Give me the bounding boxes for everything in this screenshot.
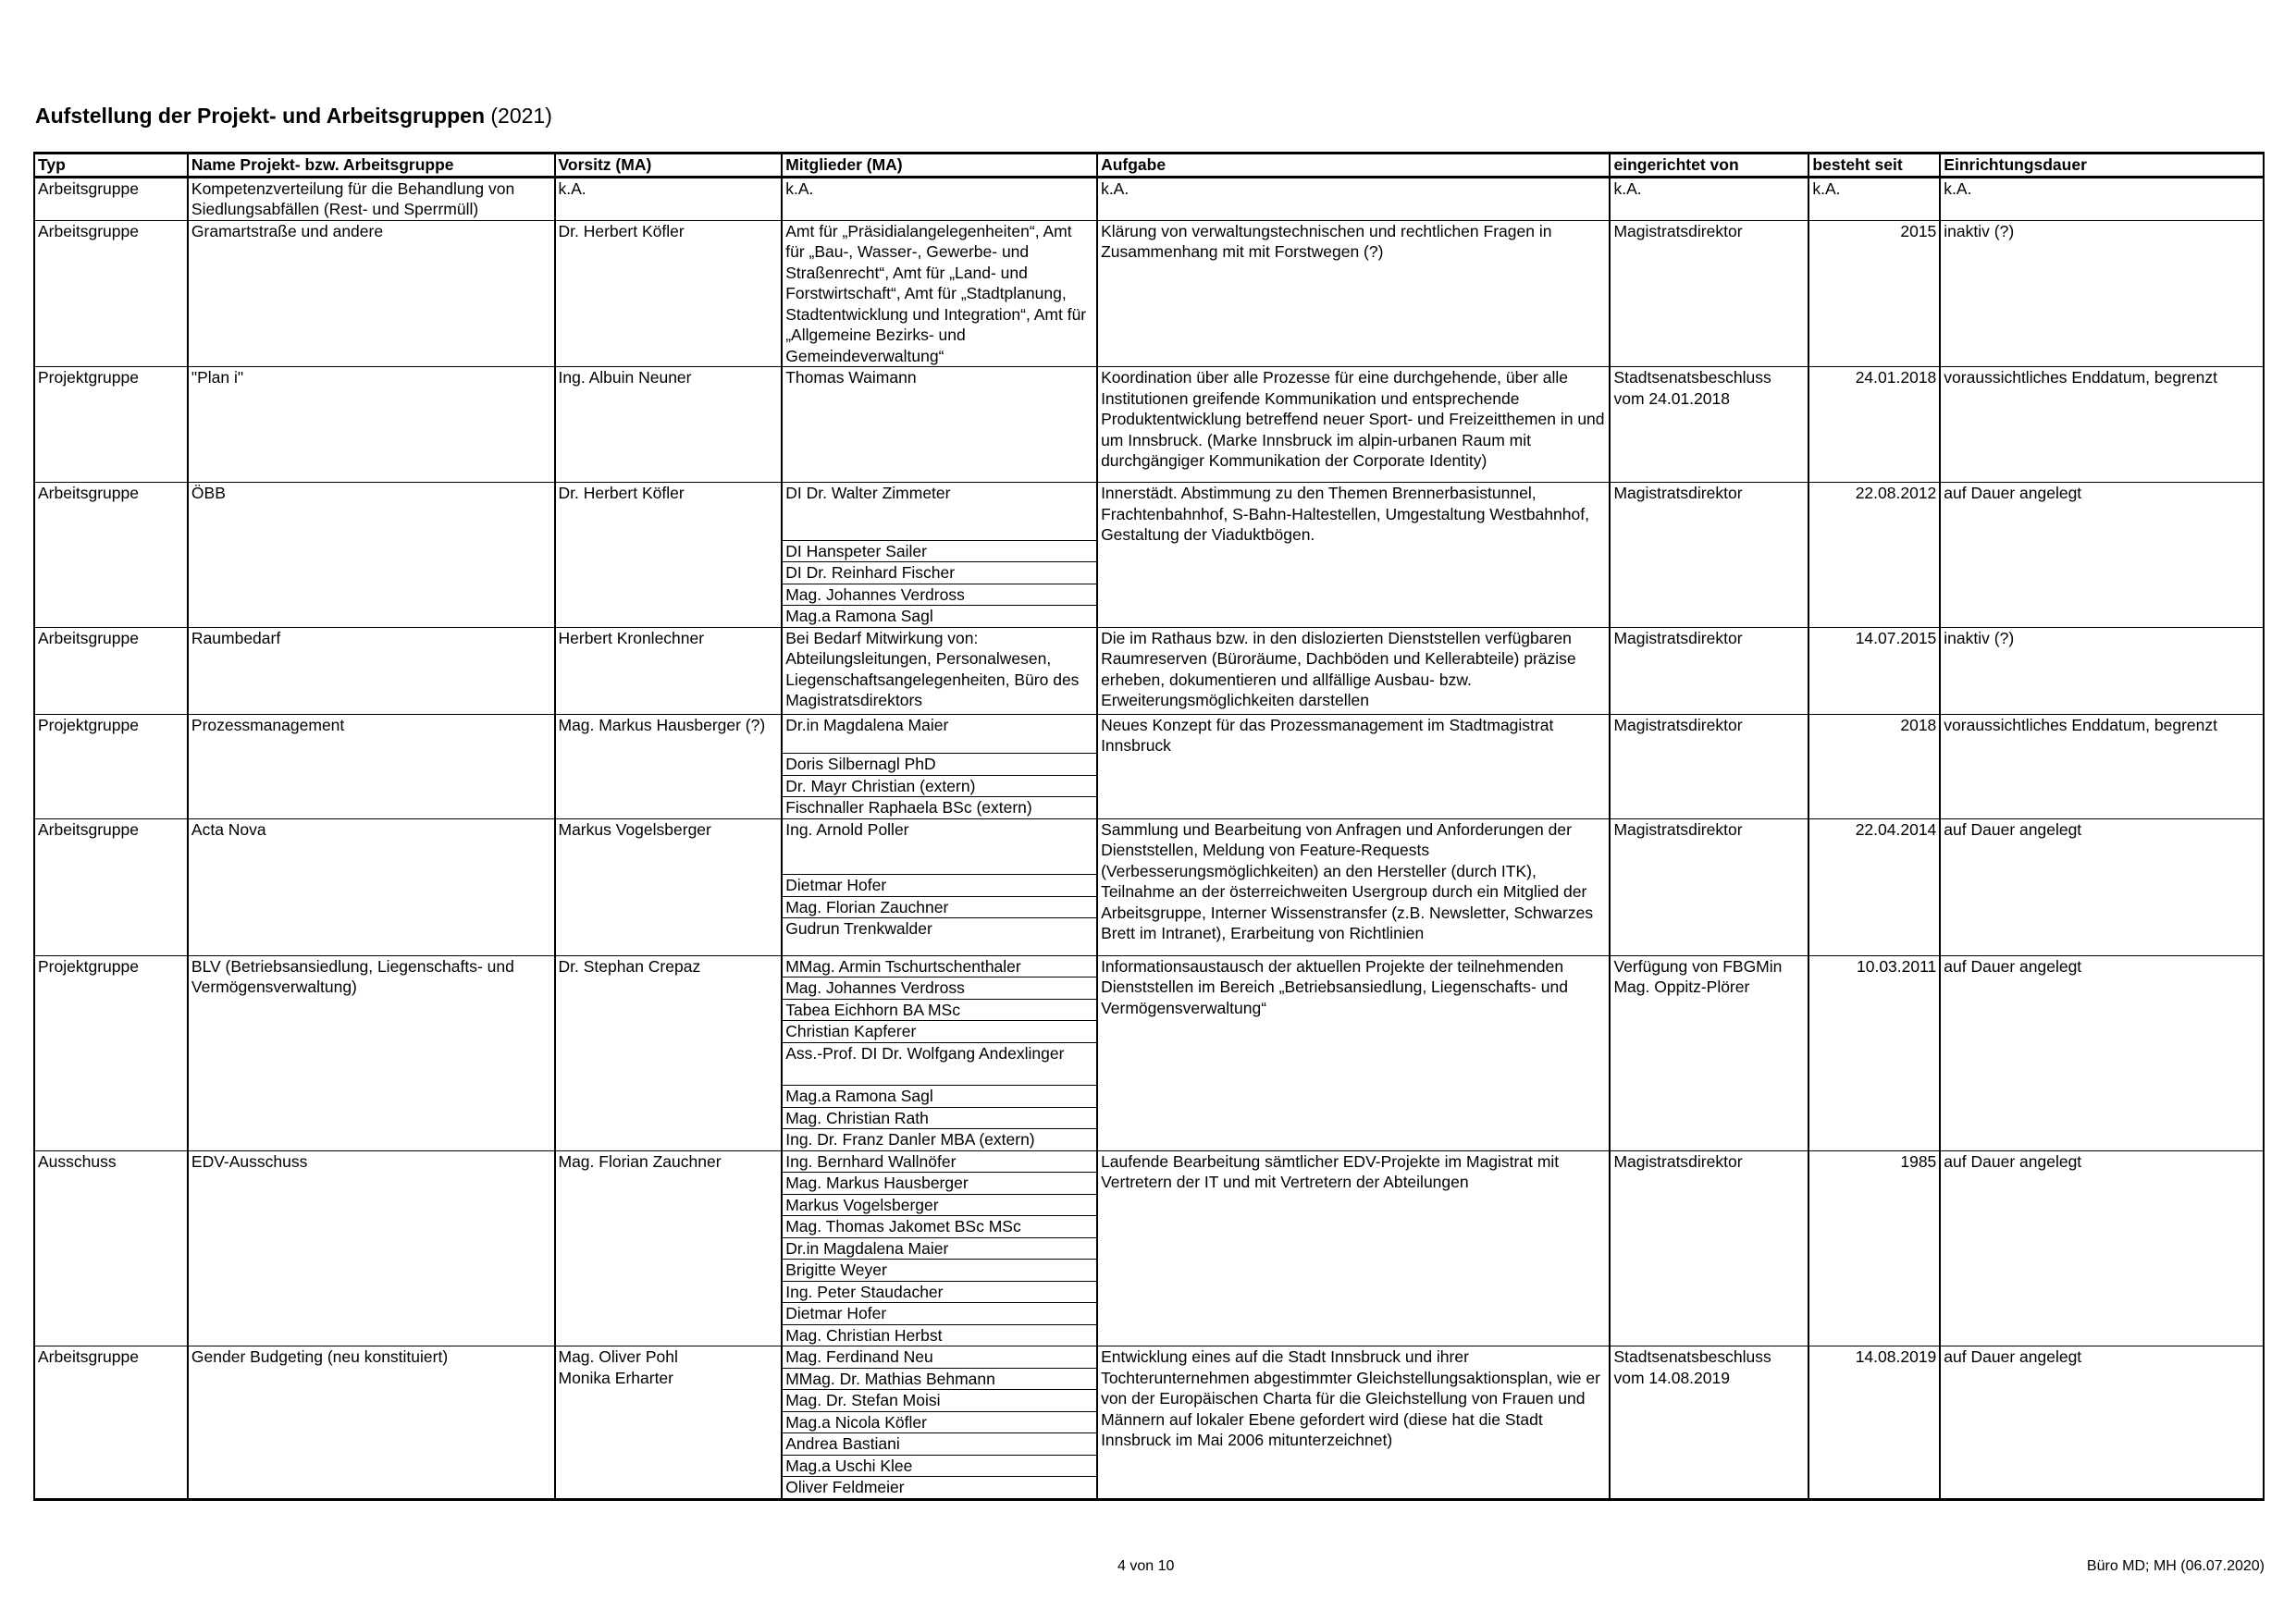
cell-eingerichtet: Magistratsdirektor: [1610, 483, 1808, 628]
col-header-mitglieder: Mitglieder (MA): [782, 154, 1097, 178]
vorsitz-name: Mag. Oliver Pohl: [558, 1347, 678, 1366]
member-item: Ing. Arnold Poller: [783, 819, 1096, 876]
member-item: Brigitte Weyer: [783, 1260, 1096, 1282]
member-item: Thomas Waimann: [785, 368, 917, 387]
cell-eingerichtet: Magistratsdirektor: [1610, 714, 1808, 818]
title-main: Aufstellung der Projekt- und Arbeitsgruppen: [35, 104, 485, 128]
cell-dauer: voraussichtliches Enddatum, begrenzt: [1940, 714, 2264, 818]
member-item: Mag.a Uschi Klee: [783, 1456, 1096, 1478]
col-header-typ: Typ: [34, 154, 188, 178]
cell-vorsitz: [555, 714, 783, 818]
member-item: MMag. Armin Tschurtschenthaler: [783, 956, 1096, 978]
cell-vorsitz: [555, 627, 783, 714]
page-title: [35, 104, 552, 129]
cell-vorsitz: [555, 955, 783, 1150]
member-item: Mag. Florian Zauchner: [783, 897, 1096, 919]
groups-table: [33, 152, 2265, 1501]
vorsitz-name: k.A.: [558, 178, 586, 198]
cell-seit: k.A.: [1808, 177, 1940, 220]
member-item: Amt für „Präsidialangelegenheiten“, Amt für „Bau-, Wasser-, Gewerbe- und Straßenrecht“, Amt für „Land- und Forstwirtschaft“, Amt für „Stadtplanung, Stadtentwicklung und Integration“, Amt für „Allgemeine Bezirks- und Gemeindeverwaltung“: [785, 221, 1087, 365]
cell-vorsitz: [555, 1150, 783, 1346]
member-item: Mag. Christian Herbst: [785, 1325, 943, 1345]
member-item: Tabea Eichhorn BA MSc: [783, 1000, 1096, 1022]
col-header-name: Name Projekt- bzw. Arbeitsgruppe: [188, 154, 555, 178]
cell-name: Acta Nova: [188, 818, 555, 955]
page-number: 4 von 10: [1117, 1558, 1175, 1574]
member-item: Ing. Dr. Franz Danler MBA (extern): [785, 1130, 1035, 1149]
cell-dauer: inaktiv (?): [1940, 220, 2264, 367]
cell-members: [782, 955, 1097, 1150]
cell-members: [782, 483, 1097, 628]
cell-typ: Arbeitsgruppe: [34, 177, 188, 220]
table-row: [34, 627, 2264, 714]
member-item: Dr.in Magdalena Maier: [783, 715, 1096, 755]
cell-seit: 2015: [1808, 220, 1940, 367]
cell-aufgabe: Klärung von verwaltungstechnischen und rechtlichen Fragen in Zusammenhang mit mit Forstwegen (?): [1097, 220, 1610, 367]
table-row: [34, 177, 2264, 220]
vorsitz-name: Monika Erharter: [558, 1368, 673, 1387]
cell-members: [782, 1150, 1097, 1346]
cell-aufgabe: k.A.: [1097, 177, 1610, 220]
cell-name: Gender Budgeting (neu konstituiert): [188, 1346, 555, 1500]
cell-aufgabe: Sammlung und Bearbeitung von Anfragen und Anforderungen der Dienststellen, Meldung von Feature-Requests (Verbesserungsmöglichkeiten) an den Hersteller (durch ITK), Teilnahme an der österreichweiten Usergroup durch ein Mitglied der Arbeitsgruppe, Interner Wissenstransfer (z.B. Newsletter, Schwarzes Brett im Intranet), Erarbeitung von Richtlinien: [1097, 818, 1610, 955]
table-row: [34, 1150, 2264, 1346]
cell-eingerichtet: Verfügung von FBGMin Mag. Oppitz-Plörer: [1610, 955, 1808, 1150]
cell-vorsitz: [555, 177, 783, 220]
member-item: Dietmar Hofer: [783, 875, 1096, 897]
cell-aufgabe: Laufende Bearbeitung sämtlicher EDV-Projekte im Magistrat mit Vertretern der IT und mit Vertretern der Abteilungen: [1097, 1150, 1610, 1346]
cell-members: [782, 1346, 1097, 1500]
member-item: Mag.a Ramona Sagl: [785, 607, 933, 625]
cell-seit: 1985: [1808, 1150, 1940, 1346]
member-item: Mag.a Nicola Köfler: [783, 1412, 1096, 1434]
cell-eingerichtet: k.A.: [1610, 177, 1808, 220]
member-item: Mag. Ferdinand Neu: [783, 1346, 1096, 1369]
cell-typ: Arbeitsgruppe: [34, 627, 188, 714]
cell-aufgabe: Informationsaustausch der aktuellen Projekte der teilnehmenden Dienststellen im Bereich „Betriebsansiedlung, Liegenschafts- und Vermögensverwaltung“: [1097, 955, 1610, 1150]
footer-note: Büro MD; MH (06.07.2020): [2086, 1558, 2265, 1574]
cell-members: [782, 367, 1097, 483]
table-row: [34, 955, 2264, 1150]
member-item: Dietmar Hofer: [783, 1303, 1096, 1325]
cell-members: [782, 627, 1097, 714]
col-header-dauer: Einrichtungsdauer: [1940, 154, 2264, 178]
cell-typ: Arbeitsgruppe: [34, 1346, 188, 1500]
cell-typ: Projektgruppe: [34, 367, 188, 483]
cell-eingerichtet: Magistratsdirektor: [1610, 627, 1808, 714]
table-row: [34, 367, 2264, 483]
cell-seit: 2018: [1808, 714, 1940, 818]
title-year: (2021): [490, 104, 552, 128]
cell-typ: Ausschuss: [34, 1150, 188, 1346]
member-item: Fischnaller Raphaela BSc (extern): [785, 798, 1032, 817]
table-row: [34, 483, 2264, 628]
member-item: Mag. Johannes Verdross: [783, 977, 1096, 1000]
member-item: DI Dr. Walter Zimmeter: [783, 483, 1096, 541]
member-item: k.A.: [785, 178, 814, 198]
member-item: Ing. Bernhard Wallnöfer: [783, 1151, 1096, 1174]
member-item: Bei Bedarf Mitwirkung von: Abteilungsleitungen, Personalwesen, Liegenschaftsangelegenheiten, Büro des Magistratsdirektors: [785, 628, 1080, 709]
table-row: [34, 1346, 2264, 1500]
member-item: Mag. Markus Hausberger: [783, 1173, 1096, 1195]
cell-aufgabe: Die im Rathaus bzw. in den dislozierten Dienststellen verfügbaren Raumreserven (Büroräume, Dachböden und Kellerabteile) präzise erheben, dokumentieren und allfällige Ausbau- bzw. Erweiterungsmöglichkeiten darstellen: [1097, 627, 1610, 714]
cell-dauer: k.A.: [1940, 177, 2264, 220]
member-item: Dr.in Magdalena Maier: [783, 1238, 1096, 1260]
vorsitz-name: Ing. Albuin Neuner: [558, 368, 692, 387]
member-item: DI Dr. Reinhard Fischer: [783, 562, 1096, 584]
cell-typ: Arbeitsgruppe: [34, 483, 188, 628]
cell-dauer: auf Dauer angelegt: [1940, 818, 2264, 955]
member-item: Gudrun Trenkwalder: [785, 919, 932, 938]
member-item: DI Hanspeter Sailer: [783, 541, 1096, 563]
cell-seit: 14.07.2015: [1808, 627, 1940, 714]
cell-name: Gramartstraße und andere: [188, 220, 555, 367]
col-header-seit: besteht seit: [1808, 154, 1940, 178]
cell-name: EDV-Ausschuss: [188, 1150, 555, 1346]
header-row: [34, 154, 2264, 178]
cell-name: Prozessmanagement: [188, 714, 555, 818]
cell-vorsitz: [555, 818, 783, 955]
cell-name: Kompetenzverteilung für die Behandlung von Siedlungsabfällen (Rest- und Sperrmüll): [188, 177, 555, 220]
member-item: Mag. Thomas Jakomet BSc MSc: [783, 1216, 1096, 1238]
cell-aufgabe: Entwicklung eines auf die Stadt Innsbruck und ihrer Tochterunternehmen abgestimmter Gleichstellungsaktionsplan, wie er von der Europäischen Charta für die Gleichstellung von Frauen und Männern auf lokaler Ebene gefordert wird (diese hat die Stadt Innsbruck im Mai 2006 mitunterzeichnet): [1097, 1346, 1610, 1500]
cell-eingerichtet: Magistratsdirektor: [1610, 1150, 1808, 1346]
cell-aufgabe: Innerstädt. Abstimmung zu den Themen Brennerbasistunnel, Frachtenbahnhof, S-Bahn-Haltestellen, Umgestaltung Westbahnhof, Gestaltung der Viaduktbögen.: [1097, 483, 1610, 628]
cell-seit: 10.03.2011: [1808, 955, 1940, 1150]
cell-typ: Arbeitsgruppe: [34, 818, 188, 955]
cell-name: Raumbedarf: [188, 627, 555, 714]
cell-typ: Projektgruppe: [34, 955, 188, 1150]
member-item: Dr. Mayr Christian (extern): [783, 776, 1096, 798]
cell-typ: Arbeitsgruppe: [34, 220, 188, 367]
vorsitz-name: Markus Vogelsberger: [558, 819, 711, 839]
cell-name: "Plan i": [188, 367, 555, 483]
table-row: [34, 220, 2264, 367]
col-header-vorsitz: Vorsitz (MA): [555, 154, 783, 178]
member-item: Markus Vogelsberger: [783, 1195, 1096, 1217]
vorsitz-name: Herbert Kronlechner: [558, 628, 705, 647]
cell-members: [782, 220, 1097, 367]
cell-seit: 22.08.2012: [1808, 483, 1940, 628]
cell-members: [782, 177, 1097, 220]
member-item: Andrea Bastiani: [783, 1433, 1096, 1456]
member-item: MMag. Dr. Mathias Behmann: [783, 1369, 1096, 1391]
cell-dauer: inaktiv (?): [1940, 627, 2264, 714]
cell-seit: 24.01.2018: [1808, 367, 1940, 483]
cell-typ: Projektgruppe: [34, 714, 188, 818]
cell-name: BLV (Betriebsansiedlung, Liegenschafts- und Vermögensverwaltung): [188, 955, 555, 1150]
vorsitz-name: Mag. Florian Zauchner: [558, 1151, 722, 1171]
member-item: Christian Kapferer: [783, 1021, 1096, 1043]
vorsitz-name: Mag. Markus Hausberger (?): [558, 715, 766, 734]
cell-dauer: auf Dauer angelegt: [1940, 1346, 2264, 1500]
member-item: Mag. Dr. Stefan Moisi: [783, 1390, 1096, 1412]
cell-eingerichtet: Stadtsenatsbeschluss vom 24.01.2018: [1610, 367, 1808, 483]
cell-seit: 14.08.2019: [1808, 1346, 1940, 1500]
cell-name: ÖBB: [188, 483, 555, 628]
table-body: [34, 177, 2264, 1499]
vorsitz-name: Dr. Herbert Köfler: [558, 484, 685, 502]
cell-dauer: auf Dauer angelegt: [1940, 1150, 2264, 1346]
cell-dauer: voraussichtliches Enddatum, begrenzt: [1940, 367, 2264, 483]
cell-dauer: auf Dauer angelegt: [1940, 483, 2264, 628]
cell-dauer: auf Dauer angelegt: [1940, 955, 2264, 1150]
member-item: Ing. Peter Staudacher: [783, 1282, 1096, 1304]
cell-aufgabe: Koordination über alle Prozesse für eine durchgehende, über alle Institutionen greifende Kommunikation und entsprechende Produktentwicklung betreffend neuer Sport- und Freizeitthemen in und um Innsbruck. (Marke Innsbruck im alpin-urbanen Raum mit durchgängiger Kommunikation der Corporate Identity): [1097, 367, 1610, 483]
cell-vorsitz: [555, 1346, 783, 1500]
cell-members: [782, 714, 1097, 818]
table-row: [34, 818, 2264, 955]
cell-eingerichtet: Stadtsenatsbeschluss vom 14.08.2019: [1610, 1346, 1808, 1500]
table-row: [34, 714, 2264, 818]
col-header-aufgabe: Aufgabe: [1097, 154, 1610, 178]
cell-eingerichtet: Magistratsdirektor: [1610, 220, 1808, 367]
col-header-eingerichtet: eingerichtet von: [1610, 154, 1808, 178]
vorsitz-name: Dr. Herbert Köfler: [558, 221, 685, 240]
vorsitz-name: Dr. Stephan Crepaz: [558, 956, 701, 976]
member-item: Mag.a Ramona Sagl: [783, 1086, 1096, 1108]
member-item: Mag. Johannes Verdross: [783, 584, 1096, 607]
member-item: Doris Silbernagl PhD: [783, 754, 1096, 776]
cell-vorsitz: [555, 367, 783, 483]
cell-eingerichtet: Magistratsdirektor: [1610, 818, 1808, 955]
cell-vorsitz: [555, 483, 783, 628]
cell-seit: 22.04.2014: [1808, 818, 1940, 955]
member-item: Oliver Feldmeier: [785, 1478, 905, 1496]
cell-aufgabe: Neues Konzept für das Prozessmanagement im Stadtmagistrat Innsbruck: [1097, 714, 1610, 818]
member-item: Mag. Christian Rath: [783, 1108, 1096, 1130]
cell-vorsitz: [555, 220, 783, 367]
member-item: Ass.-Prof. DI Dr. Wolfgang Andexlinger: [783, 1043, 1096, 1087]
cell-members: [782, 818, 1097, 955]
